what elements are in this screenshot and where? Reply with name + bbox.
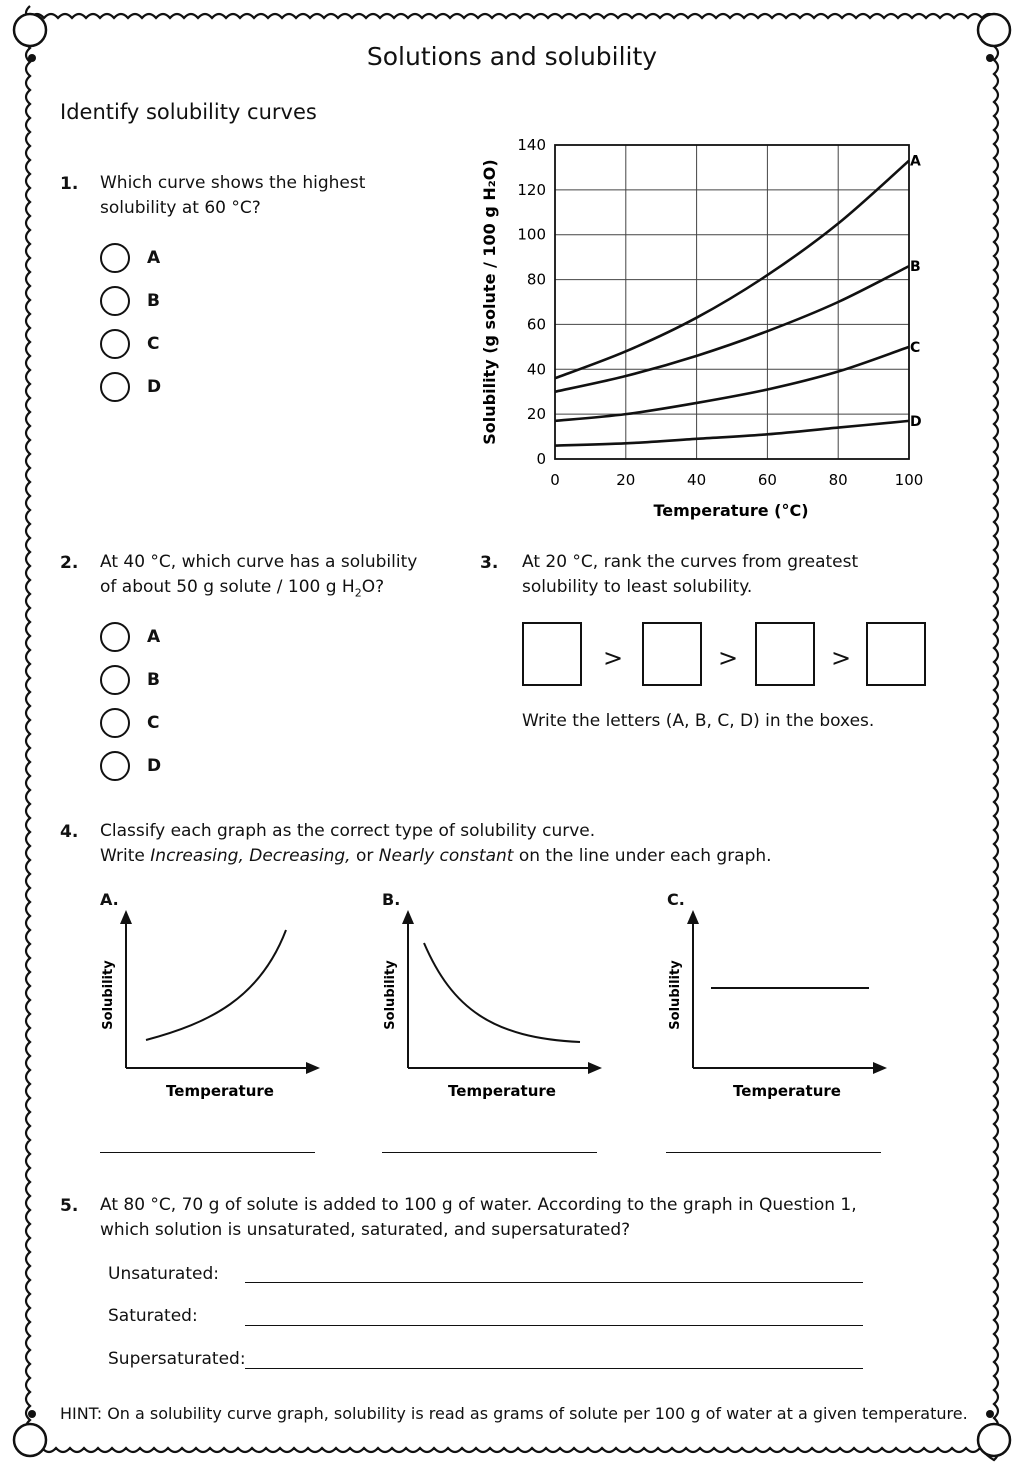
q1-line1: Which curve shows the highest [100,173,366,193]
greater-than-sign: > [603,644,624,672]
curve-label-b: B [910,259,921,276]
x-tick-label: 0 [550,471,560,489]
q1-option-a[interactable] [100,243,160,273]
q5-text [100,1193,857,1243]
graph-b-y-label: Solubility [383,960,398,1030]
q4-line2-start: Write [100,846,151,866]
x-tick-label: 80 [828,471,848,489]
chart-ticks [517,136,923,489]
q2-number: 2. [60,553,79,573]
radio-circle[interactable] [100,243,130,273]
x-axis-arrow-icon [873,1062,887,1074]
solubility-chart [470,130,950,530]
y-tick-label: 140 [517,136,546,154]
q4-line1: Classify each graph as the correct type of solubility curve. [100,821,596,841]
x-tick-label: 100 [894,471,924,489]
increasing-curve [146,930,286,1040]
q4-line2-mid: or [350,846,379,866]
q2-line2-end: O? [361,577,385,597]
rank-box-1[interactable] [522,622,582,686]
q2-option-c[interactable] [100,708,159,738]
y-tick-label: 0 [536,450,546,468]
supersaturated-answer-line[interactable] [245,1368,863,1369]
q2-option-d[interactable] [100,751,161,781]
section-subtitle: Identify solubility curves [60,100,317,124]
option-label: B [147,291,160,311]
plot-frame [555,145,909,459]
q4-line2-emph2: Nearly constant [378,846,514,866]
chart-x-axis-label: Temperature (°C) [653,501,809,520]
q3-text [522,550,858,600]
saturated-answer-line[interactable] [245,1325,863,1326]
graph-c [657,888,897,1128]
x-tick-label: 20 [616,471,636,489]
option-label: C [147,713,160,733]
q5-line1: At 80 °C, 70 g of solute is added to 100 g of water. According to the graph in Question 1, [100,1195,857,1215]
q2-line1: At 40 °C, which curve has a solubility [100,552,418,572]
chart-grid [555,145,909,459]
q1-line2: solubility at 60 °C? [100,198,261,218]
corner-dot-icon [28,1410,36,1418]
option-label: A [147,627,161,647]
graph-a [90,888,330,1128]
graph-a-y-label: Solubility [101,960,116,1030]
graph-a-answer-line[interactable] [100,1152,315,1153]
x-axis-arrow-icon [588,1062,602,1074]
radio-circle[interactable] [100,751,130,781]
q2-line2 [100,575,417,605]
q2-text [100,550,417,605]
y-tick-label: 80 [526,270,546,289]
radio-circle[interactable] [100,708,130,738]
q1-option-c[interactable] [100,329,159,359]
q1-number: 1. [60,174,79,194]
y-axis-arrow-icon [687,910,699,924]
radio-circle[interactable] [100,665,130,695]
supersaturated-label: Supersaturated: [108,1349,246,1369]
y-tick-label: 20 [526,405,546,424]
q3-instruction: Write the letters (A, B, C, D) in the boxes. [522,711,875,731]
q1-text [100,171,365,221]
q2-option-a[interactable] [100,622,160,652]
curve-label-c: C [910,339,921,356]
curve-b [555,266,909,392]
curve-d [555,421,909,446]
curve-label-a: A [910,153,921,170]
graph-a-plot [90,888,330,1108]
q4-line2-emph1: Increasing, Decreasing, [150,846,351,866]
graph-a-x-label: Temperature [166,1082,274,1100]
y-axis-arrow-icon [402,910,414,924]
curve-a [555,161,909,379]
q3-line1: At 20 °C, rank the curves from greatest [522,552,859,572]
q5-line2: which solution is unsaturated, saturated, and supersaturated? [100,1220,631,1240]
corner-dot-icon [986,1410,994,1418]
graph-c-plot [657,888,897,1108]
subscript: 2 [354,586,362,600]
option-label: D [147,377,162,397]
saturated-label: Saturated: [108,1306,198,1326]
y-tick-label: 120 [517,180,546,199]
q2-option-b[interactable] [100,665,160,695]
q4-number: 4. [60,822,79,842]
q5-number: 5. [60,1196,79,1216]
graph-c-x-label: Temperature [733,1082,841,1100]
option-label: D [147,756,162,776]
unsaturated-label: Unsaturated: [108,1264,219,1284]
graph-b-x-label: Temperature [448,1082,556,1100]
q4-text [100,819,772,869]
option-label: C [147,334,160,354]
corner-ring-icon [978,1424,1010,1456]
y-tick-label: 40 [526,360,546,379]
chart-series [555,154,922,446]
greater-than-sign: > [831,644,852,672]
q4-line2 [100,844,772,869]
page-title: Solutions and solubility [366,42,658,71]
q1-option-b[interactable] [100,286,160,316]
q3-number: 3. [480,553,499,573]
chart-y-axis-label: Solubility (g solute / 100 g H₂O) [480,159,499,445]
curve-label-d: D [910,413,922,430]
radio-circle[interactable] [100,329,130,359]
radio-circle[interactable] [100,286,130,316]
radio-circle[interactable] [100,622,130,652]
q1-option-d[interactable] [100,372,161,402]
graph-b-label: B. [382,890,401,909]
corner-ring-icon [14,1424,46,1456]
decreasing-curve [424,943,580,1042]
graph-c-y-label: Solubility [668,960,683,1030]
option-label: A [147,248,161,268]
radio-circle[interactable] [100,372,130,402]
rank-box-2[interactable] [642,622,702,686]
graph-a-label: A. [100,890,119,909]
y-tick-label: 100 [517,225,546,244]
hint-text: HINT: On a solubility curve graph, solubility is read as grams of solute per 100 g of water at a given temperature. [60,1404,968,1423]
rank-box-4[interactable] [866,622,926,686]
y-axis-arrow-icon [120,910,132,924]
q3-line2: solubility to least solubility. [522,577,753,597]
x-tick-label: 40 [687,471,707,489]
option-label: B [147,670,160,690]
graph-b-plot [372,888,612,1108]
greater-than-sign: > [718,644,739,672]
graph-c-answer-line[interactable] [666,1152,881,1153]
graph-b-answer-line[interactable] [382,1152,597,1153]
q2-line2-text: of about 50 g solute / 100 g H [100,577,355,597]
q4-line2-end: on the line under each graph. [513,846,772,866]
unsaturated-answer-line[interactable] [245,1282,863,1283]
x-tick-label: 60 [757,471,777,489]
graph-c-label: C. [667,890,685,909]
rank-box-3[interactable] [755,622,815,686]
x-axis-arrow-icon [306,1062,320,1074]
graph-b [372,888,612,1128]
y-tick-label: 60 [526,315,546,334]
